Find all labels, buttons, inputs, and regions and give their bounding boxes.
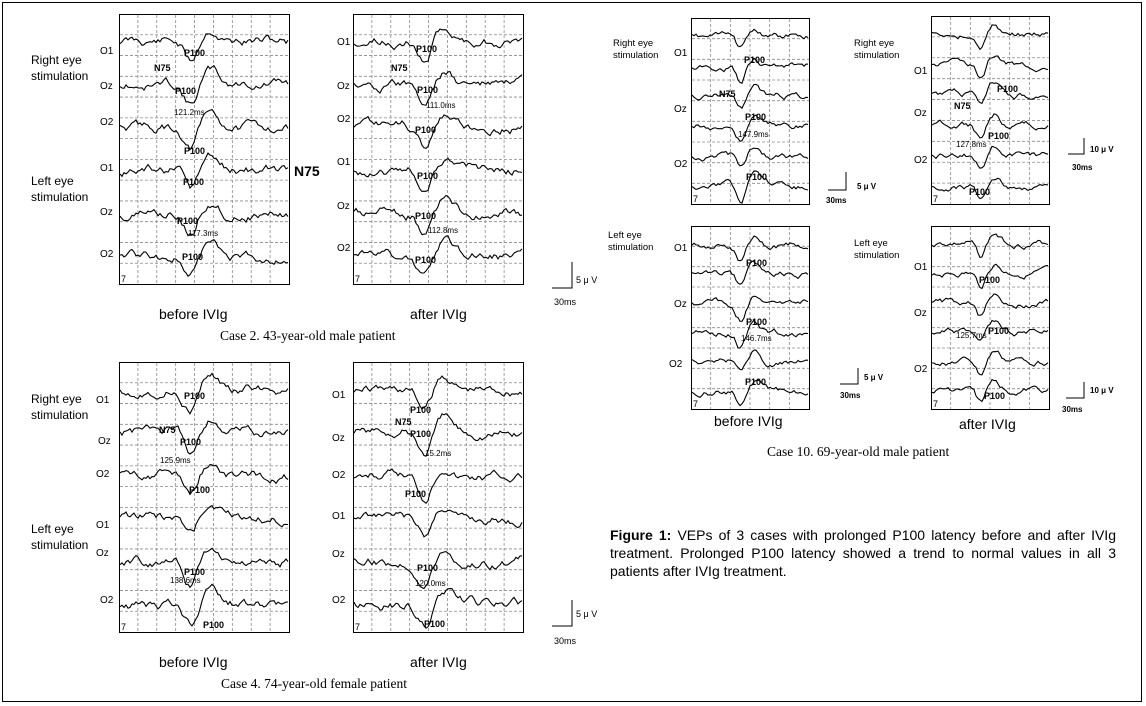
p100-label: P100 — [417, 563, 439, 573]
p100-label: P100 — [415, 211, 437, 221]
lead-o1-label: O1 — [914, 66, 928, 77]
corner-mark: 7 — [693, 399, 699, 409]
lead-oz-label: Oz — [98, 436, 111, 447]
case-title: Case 2. 43-year-old male patient — [220, 328, 396, 343]
p100-label: P100 — [183, 177, 205, 187]
p100-label: P100 — [416, 44, 438, 54]
p100-label: P100 — [184, 146, 206, 156]
lead-o2-label: O2 — [337, 243, 351, 254]
p100-label: P100 — [410, 405, 432, 415]
latency-label: 147.9ms — [738, 130, 769, 139]
p100-label: P100 — [184, 391, 206, 401]
vep-panel-case4-after — [353, 362, 524, 633]
vep-panel-case10-after-right — [931, 16, 1050, 205]
scale-voltage-label: 5 μ V — [864, 373, 884, 382]
latency-label: 138.6ms — [170, 576, 201, 585]
lead-o2-label: O2 — [100, 249, 114, 260]
p100-label: P100 — [177, 216, 199, 226]
lead-oz-label: Oz — [337, 81, 350, 92]
scale-voltage-label: 5 μ V — [857, 182, 877, 191]
n75-label: N75 — [391, 63, 408, 73]
p100-label: P100 — [984, 391, 1006, 401]
lead-o1-label: O1 — [100, 46, 114, 57]
scale-bar — [1068, 138, 1090, 158]
condition-after-label: after IVIg — [410, 306, 467, 322]
lead-o2-label: O2 — [674, 159, 688, 170]
p100-label: P100 — [405, 489, 427, 499]
latency-label: 121.2ms — [174, 108, 205, 117]
lead-oz-label: Oz — [914, 108, 927, 119]
n75-label: N75 — [159, 425, 176, 435]
condition-before-label: before IVIg — [714, 413, 783, 429]
lead-o2-label: O2 — [669, 359, 683, 370]
p100-label: P100 — [424, 619, 446, 629]
p100-label: P100 — [184, 567, 206, 577]
p100-label: P100 — [979, 275, 1001, 285]
p100-label: P100 — [180, 437, 202, 447]
scale-voltage-label: 5 μ V — [576, 275, 598, 285]
lead-oz-label: Oz — [914, 308, 927, 319]
left-eye-label: Left eye stimulation — [31, 174, 89, 204]
left-eye-label: Left eye stimulation — [854, 238, 900, 261]
left-eye-label: Left eye stimulation — [31, 522, 89, 552]
lead-oz-label: Oz — [337, 201, 350, 212]
n75-label: N75 — [954, 101, 971, 111]
lead-o1-label: O1 — [914, 262, 928, 273]
latency-label: 125.7ms — [956, 331, 987, 340]
lead-o2-label: O2 — [337, 114, 351, 125]
scale-time-label: 30ms — [840, 391, 861, 400]
p100-label: P100 — [189, 485, 211, 495]
scale-time-label: 30ms — [554, 636, 577, 646]
p100-label: P100 — [182, 252, 204, 262]
case-title: Case 10. 69-year-old male patient — [767, 444, 950, 459]
caption-label: Figure 1: — [610, 527, 672, 543]
p100-label: P100 — [988, 131, 1010, 141]
p100-label: P100 — [417, 85, 439, 95]
figure-caption — [610, 526, 1116, 580]
case-title: Case 4. 74-year-old female patient — [221, 676, 408, 691]
p100-label: P100 — [415, 255, 437, 265]
scale-time-label: 30ms — [1072, 163, 1093, 172]
scale-voltage-label: 10 μ V — [1090, 145, 1114, 154]
scale-time-label: 30ms — [826, 196, 847, 205]
latency-label: 117.3ms — [188, 229, 219, 238]
lead-o1-label: O1 — [332, 511, 346, 522]
lead-oz-label: Oz — [332, 433, 345, 444]
p100-label: P100 — [410, 429, 432, 439]
lead-oz-label: Oz — [674, 104, 687, 115]
lead-oz-label: Oz — [674, 299, 687, 310]
n75-label: N75 — [154, 63, 171, 73]
left-eye-label: Left eye stimulation — [608, 230, 654, 253]
lead-o1-label: O1 — [674, 243, 688, 254]
right-eye-label: Right eye stimulation — [613, 38, 659, 61]
scale-bar — [1066, 382, 1088, 402]
corner-mark: 7 — [355, 622, 361, 632]
latency-label: 127.8ms — [956, 140, 987, 149]
lead-oz-label: Oz — [100, 207, 113, 218]
p100-label: P100 — [745, 112, 767, 122]
condition-before-label: before IVIg — [159, 654, 228, 670]
lead-o1-label: O1 — [337, 37, 351, 48]
latency-label: 120.0ms — [415, 579, 446, 588]
n75-label: N75 — [719, 89, 736, 99]
lead-oz-label: Oz — [96, 548, 109, 559]
p100-label: P100 — [969, 187, 991, 197]
vep-panel-case2-after — [353, 14, 524, 285]
vep-panel-case4-before — [119, 362, 290, 633]
scale-time-label: 30ms — [554, 297, 577, 307]
lead-oz-label: Oz — [100, 81, 113, 92]
scale-bar — [828, 172, 850, 194]
p100-label: P100 — [988, 326, 1010, 336]
latency-label: 111.0ms — [426, 101, 456, 110]
lead-o2-label: O2 — [914, 364, 928, 375]
p100-label: P100 — [746, 258, 768, 268]
lead-o2-label: O2 — [332, 595, 346, 606]
corner-mark: 7 — [121, 274, 127, 284]
lead-o2-label: O2 — [332, 470, 346, 481]
p100-label: P100 — [745, 377, 767, 387]
p100-label: P100 — [175, 86, 197, 96]
corner-mark: 7 — [693, 194, 699, 204]
p100-label: P100 — [415, 125, 437, 135]
lead-o2-label: O2 — [914, 155, 928, 166]
lead-oz-label: Oz — [332, 549, 345, 560]
p100-label: P100 — [746, 172, 768, 182]
latency-label: 146.7ms — [741, 334, 772, 343]
condition-before-label: before IVIg — [159, 306, 228, 322]
n75-label: N75 — [395, 417, 412, 427]
n75-marker: N75 — [294, 163, 320, 179]
scale-voltage-label: 5 μ V — [576, 609, 598, 619]
lead-o1-label: O1 — [337, 157, 351, 168]
scale-bar — [840, 368, 862, 388]
corner-mark: 7 — [933, 399, 939, 409]
scale-voltage-label: 10 μ V — [1090, 386, 1114, 395]
lead-o1-label: O1 — [96, 395, 110, 406]
lead-o1-label: O1 — [332, 390, 346, 401]
latency-label: 15.2ms — [425, 449, 452, 458]
p100-label: P100 — [744, 55, 766, 65]
lead-o1-label: O1 — [100, 163, 114, 174]
p100-label: P100 — [997, 84, 1019, 94]
caption-text: VEPs of 3 cases with prolonged P100 latency before and after IVIg treatment. Prolonged P100 latency showed a trend to normal values in all 3 patients after IVIg treatment. — [610, 527, 1116, 579]
condition-after-label: after IVIg — [959, 416, 1016, 432]
p100-label: P100 — [184, 48, 206, 58]
latency-label: 125.9ms — [160, 456, 191, 465]
lead-o1-label: O1 — [96, 520, 110, 531]
right-eye-label: Right eye stimulation — [31, 392, 89, 422]
right-eye-label: Right eye stimulation — [31, 53, 89, 83]
p100-label: P100 — [203, 620, 225, 630]
corner-mark: 7 — [355, 274, 361, 284]
latency-label: 112.8ms — [428, 226, 459, 235]
vep-panel-case10-after-left — [931, 226, 1050, 410]
lead-o2-label: O2 — [100, 595, 114, 606]
lead-o2-label: O2 — [96, 469, 110, 480]
corner-mark: 7 — [121, 622, 127, 632]
scale-time-label: 30ms — [1062, 405, 1083, 414]
lead-o1-label: O1 — [674, 48, 688, 59]
corner-mark: 7 — [933, 194, 939, 204]
p100-label: P100 — [746, 317, 768, 327]
lead-o2-label: O2 — [100, 117, 114, 128]
condition-after-label: after IVIg — [410, 654, 467, 670]
p100-label: P100 — [417, 171, 439, 181]
right-eye-label: Right eye stimulation — [854, 38, 900, 61]
